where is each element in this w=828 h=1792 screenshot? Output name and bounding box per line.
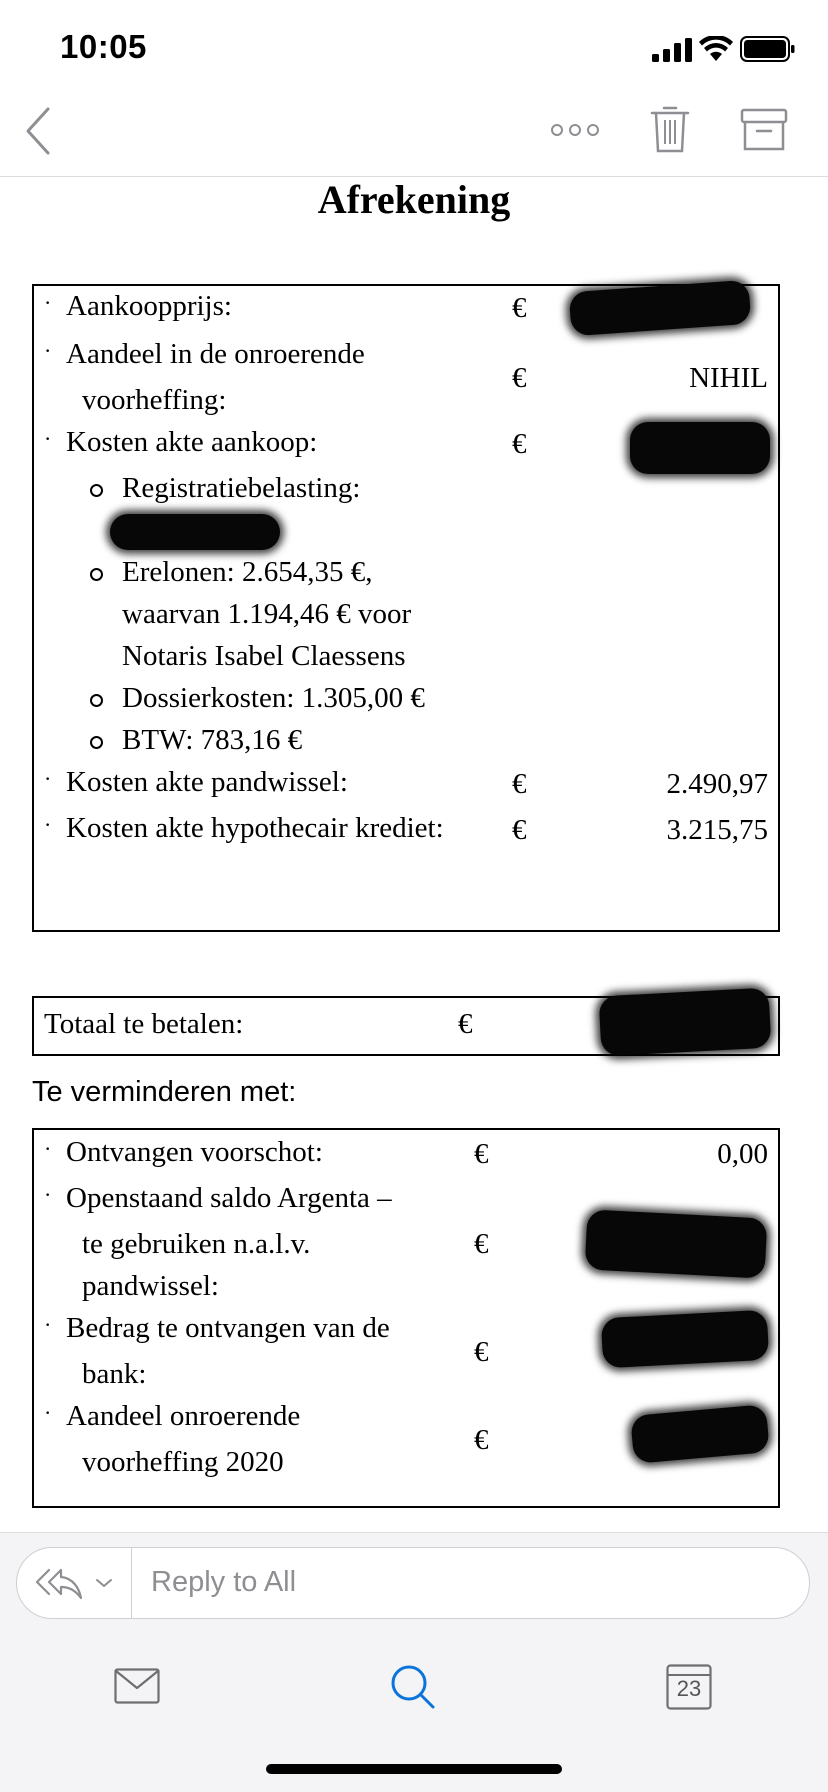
bullet: · (44, 426, 52, 451)
reply-bar (0, 1532, 828, 1633)
divider (131, 1548, 132, 1618)
home-indicator (266, 1764, 562, 1774)
status-bar (0, 0, 828, 96)
bank-line2: bank: (82, 1358, 147, 1390)
cellular-signal-icon (652, 38, 692, 62)
chevron-down-icon[interactable] (95, 1574, 113, 1592)
archive-icon[interactable] (740, 108, 788, 152)
reply-field-container[interactable] (16, 1547, 810, 1619)
redacted-amount (601, 1310, 769, 1369)
dossierkosten: Dossierkosten: 1.305,00 € (122, 682, 425, 714)
argenta-line1: Openstaand saldo Argenta – (66, 1182, 392, 1214)
bullet: · (44, 1136, 52, 1161)
sub-bullet (90, 736, 103, 749)
argenta-line2: te gebruiken n.a.l.v. (82, 1228, 311, 1260)
back-chevron-icon[interactable] (24, 106, 54, 156)
aandeel-value: NIHIL (689, 362, 768, 394)
redacted-amount (630, 422, 770, 474)
bullet: · (44, 812, 52, 837)
message-toolbar (0, 96, 828, 177)
mail-icon[interactable] (114, 1668, 160, 1704)
sub-bullet (90, 568, 103, 581)
redacted-amount (599, 988, 772, 1057)
euro-sign: € (512, 768, 527, 800)
bullet: · (44, 1400, 52, 1425)
trash-icon[interactable] (650, 104, 690, 154)
redacted-amount (585, 1209, 768, 1278)
costs-table (32, 284, 780, 932)
euro-sign: € (474, 1228, 489, 1260)
hypothecair-label: Kosten akte hypothecair krediet: (66, 812, 444, 844)
wifi-icon (699, 36, 733, 62)
tab-bar (0, 1632, 828, 1792)
euro-sign: € (458, 1008, 473, 1040)
status-time: 10:05 (60, 28, 147, 65)
btw: BTW: 783,16 € (122, 724, 303, 756)
voorschot-value: 0,00 (717, 1138, 768, 1170)
euro-sign: € (512, 814, 527, 846)
calendar-day: 23 (676, 1676, 702, 1701)
erelonen-line1: Erelonen: 2.654,35 €, (122, 556, 373, 588)
redacted-amount (630, 1404, 770, 1464)
bullet: · (44, 338, 52, 363)
voorheffing-line1: Aandeel onroerende (66, 1400, 301, 1432)
euro-sign: € (474, 1138, 489, 1170)
voorheffing-line2: voorheffing 2020 (82, 1446, 284, 1478)
more-options-icon[interactable] (550, 120, 600, 140)
bullet: · (44, 766, 52, 791)
euro-sign: € (512, 292, 527, 324)
aandeel-label-line2: voorheffing: (82, 384, 227, 416)
erelonen-line3: Notaris Isabel Claessens (122, 640, 406, 672)
redacted-amount (569, 280, 752, 336)
total-label: Totaal te betalen: (44, 1008, 244, 1040)
reductions-table (32, 1128, 780, 1508)
registratie-label: Registratiebelasting: (122, 472, 361, 504)
aandeel-label-line1: Aandeel in de onroerende (66, 338, 365, 370)
battery-icon (740, 36, 796, 62)
redacted-amount (110, 514, 280, 550)
email-body-document (0, 176, 828, 1532)
bank-line1: Bedrag te ontvangen van de (66, 1312, 390, 1344)
kosten-aankoop-label: Kosten akte aankoop: (66, 426, 318, 458)
argenta-line3: pandwissel: (82, 1270, 219, 1302)
euro-sign: € (474, 1336, 489, 1368)
calendar-tab[interactable] (666, 1664, 712, 1710)
bullet: · (44, 290, 52, 315)
euro-sign: € (512, 428, 527, 460)
search-icon[interactable] (390, 1664, 436, 1710)
pandwissel-value: 2.490,97 (666, 768, 768, 800)
bullet: · (44, 1312, 52, 1337)
total-box (32, 996, 780, 1056)
reduce-heading: Te verminderen met: (32, 1076, 297, 1108)
reply-all-icon[interactable] (35, 1566, 83, 1602)
pandwissel-label: Kosten akte pandwissel: (66, 766, 348, 798)
reply-input[interactable]: Reply to All (151, 1566, 297, 1598)
hypothecair-value: 3.215,75 (666, 814, 768, 846)
sub-bullet (90, 694, 103, 707)
sub-bullet (90, 484, 103, 497)
erelonen-line2: waarvan 1.194,46 € voor (122, 598, 412, 630)
voorschot-label: Ontvangen voorschot: (66, 1136, 323, 1168)
aankoopprijs-label: Aankoopprijs: (66, 290, 232, 322)
document-title: Afrekening (317, 177, 511, 222)
euro-sign: € (512, 362, 527, 394)
bullet: · (44, 1182, 52, 1207)
euro-sign: € (474, 1424, 489, 1456)
